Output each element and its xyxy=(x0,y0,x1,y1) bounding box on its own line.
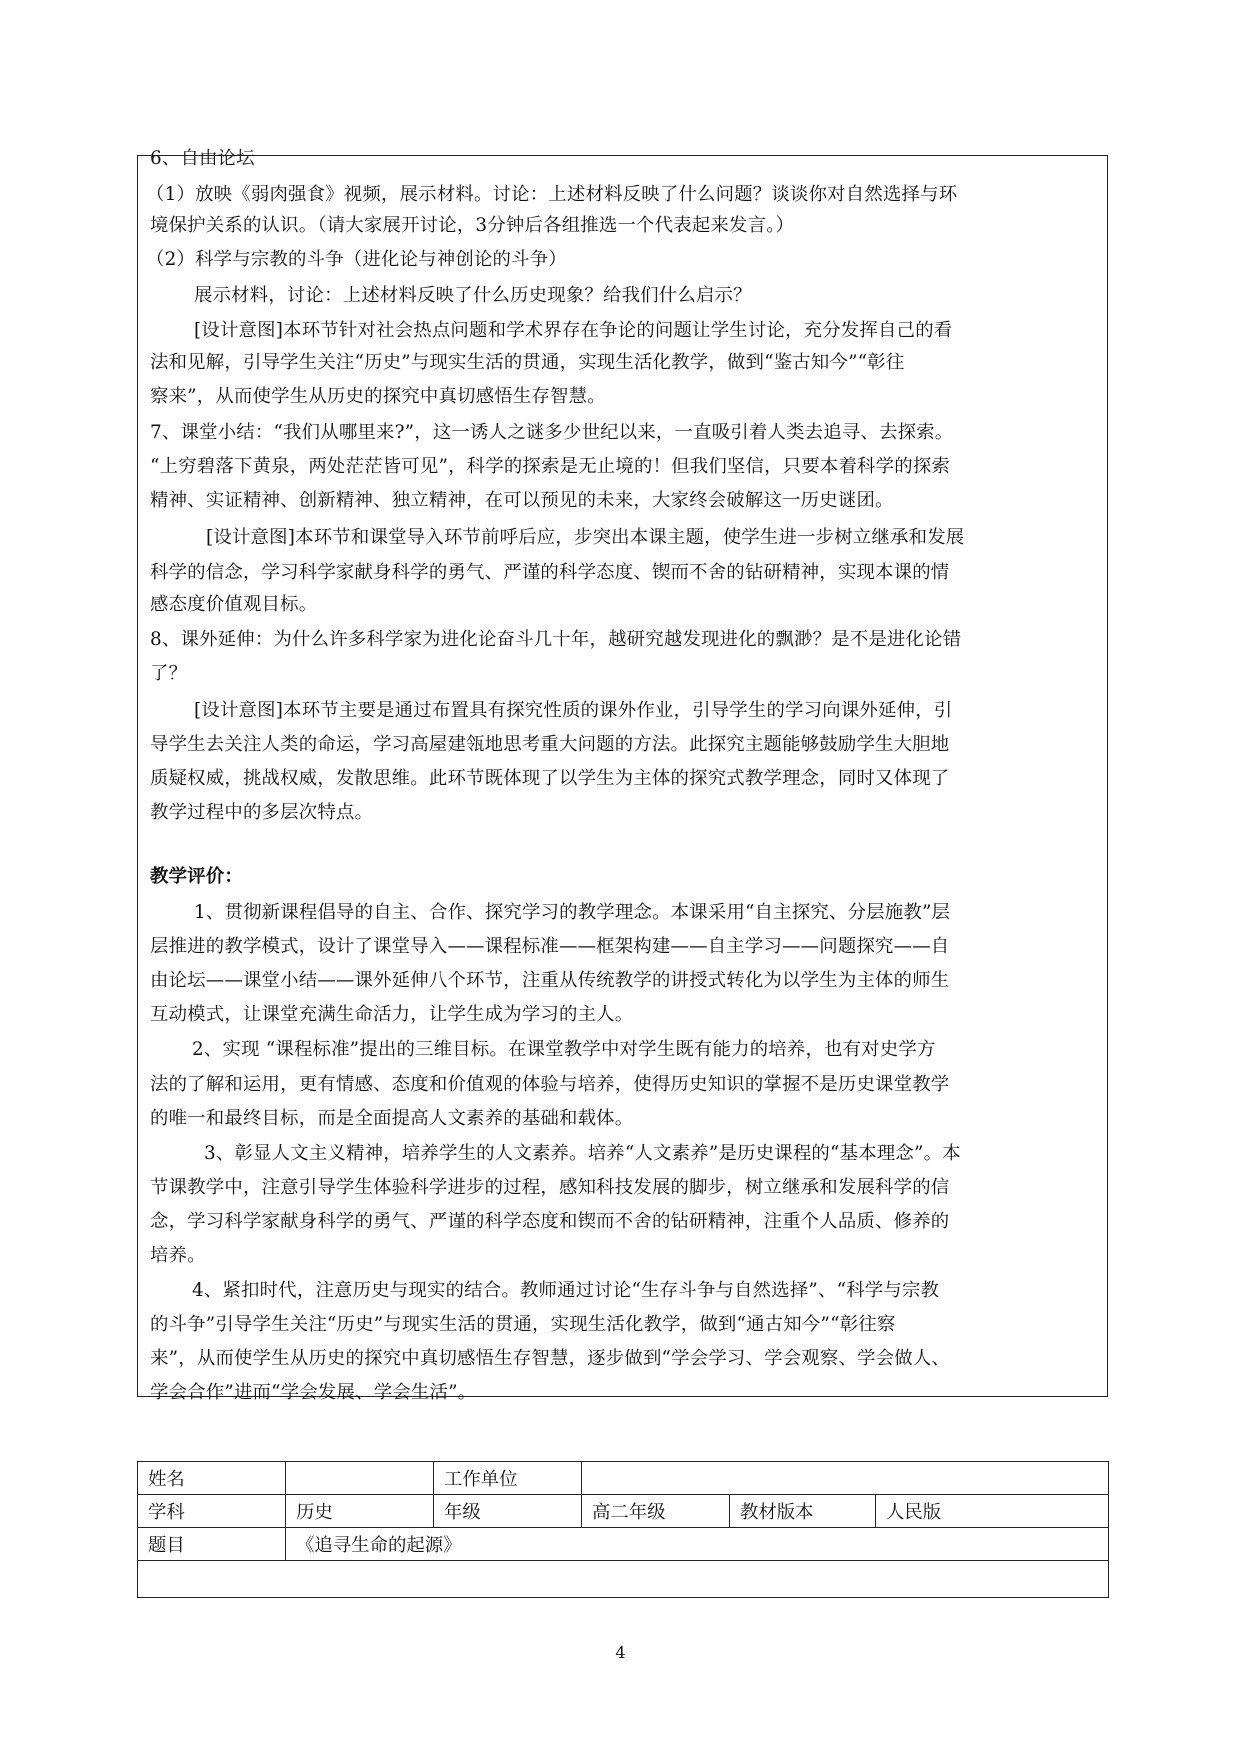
table-row xyxy=(138,1462,1109,1495)
content-line: 科学的信念，学习科学家献身科学的勇气、严谨的科学态度、锲而不舍的钻研精神，实现本课的情 xyxy=(150,562,950,583)
subject-value: 历史 xyxy=(286,1495,434,1528)
content-line: 察来”，从而使学生从历史的探究中真切感悟生存智慧。 xyxy=(150,386,606,407)
work-unit-value xyxy=(582,1462,1109,1495)
textbook-edition-value: 人民版 xyxy=(876,1495,1109,1528)
content-line: 层推进的教学模式，设计了课堂导入——课程标准——框架构建——自主学习——问题探究——自 xyxy=(150,936,950,957)
empty-cell xyxy=(138,1561,1109,1598)
content-line: （1）放映《弱肉强食》视频，展示材料。讨论：上述材料反映了什么问题？谈谈你对自然选择与环 xyxy=(146,184,958,205)
content-line: 节课教学中，注意引导学生体验科学进步的过程，感知科技发展的脚步，树立继承和发展科学的信 xyxy=(150,1177,950,1198)
grade-value: 高二年级 xyxy=(582,1495,730,1528)
content-line: 导学生去关注人类的命运，学习高屋建瓴地思考重大问题的方法。此探究主题能够鼓励学生大胆地 xyxy=(150,734,950,755)
content-line: [设计意图]本环节主要是通过布置具有探究性质的课外作业，引导学生的学习向课外延伸，引 xyxy=(194,700,953,721)
section-heading: 教学评价： xyxy=(150,866,243,887)
content-line: 来”，从而使学生从历史的探究中真切感悟生存智慧，逐步做到“学会学习、学会观察、学会做人、 xyxy=(150,1348,951,1369)
content-line: 法和见解，引导学生关注“历史”与现实生活的贯通，实现生活化教学，做到“鉴古知今”“彰往 xyxy=(150,352,905,373)
name-value xyxy=(286,1462,434,1495)
page-number: 4 xyxy=(615,1643,626,1662)
content-line: 感态度价值观目标。 xyxy=(150,594,318,615)
textbook-edition-label: 教材版本 xyxy=(730,1495,876,1528)
content-line: 培养。 xyxy=(150,1245,206,1266)
content-line: 质疑权威，挑战权威，发散思维。此环节既体现了以学生为主体的探究式教学理念，同时又体现了 xyxy=(150,768,950,789)
content-line: 4、紧扣时代，注意历史与现实的结合。教师通过讨论“生存斗争与自然选择”、“科学与宗教 xyxy=(192,1280,940,1301)
content-line: 1、贯彻新课程倡导的自主、合作、探究学习的教学理念。本课采用“自主探究、分层施教”层 xyxy=(194,902,951,923)
teacher-info-table xyxy=(137,1461,1109,1598)
table-row xyxy=(138,1561,1109,1598)
grade-label: 年级 xyxy=(434,1495,582,1528)
topic-label: 题目 xyxy=(138,1528,286,1561)
content-line: （2）科学与宗教的斗争（进化论与神创论的斗争） xyxy=(146,249,567,270)
work-unit-label: 工作单位 xyxy=(434,1462,582,1495)
content-line: “上穷碧落下黄泉，两处茫茫皆可见”，科学的探索是无止境的！但我们坚信，只要本着科学的探索 xyxy=(150,456,951,477)
content-line: [设计意图]本环节针对社会热点问题和学术界存在争论的问题让学生讨论，充分发挥自己的看 xyxy=(194,320,953,341)
content-line: 了？ xyxy=(150,663,188,684)
content-line: 2、实现 “课程标准”提出的三维目标。在课堂教学中对学生既有能力的培养，也有对史学方 xyxy=(192,1039,936,1060)
content-line: 6、自由论坛 xyxy=(150,148,255,169)
content-line: 互动模式，让课堂充满生命活力，让学生成为学习的主人。 xyxy=(150,1004,634,1025)
content-line: 法的了解和运用，更有情感、态度和价值观的体验与培养，使得历史知识的掌握不是历史课堂教学 xyxy=(150,1074,950,1095)
table-row xyxy=(138,1528,1109,1561)
content-line: 的唯一和最终目标，而是全面提高人文素养的基础和载体。 xyxy=(150,1108,634,1129)
content-line: [设计意图]本环节和课堂导入环节前呼后应，步突出本课主题，使学生进一步树立继承和发展 xyxy=(206,527,965,548)
table-row xyxy=(138,1495,1109,1528)
name-label: 姓名 xyxy=(138,1462,286,1495)
content-line: 教学过程中的多层次特点。 xyxy=(150,802,374,823)
content-line: 的斗争”引导学生关注“历史”与现实生活的贯通，实现生活化教学，做到“通古知今”“彰往察 xyxy=(150,1314,896,1335)
content-line: 由论坛——课堂小结——课外延伸八个环节，注重从传统教学的讲授式转化为以学生为主体的师生 xyxy=(150,970,950,991)
content-line: 境保护关系的认识。（请大家展开讨论，3分钟后各组推选一个代表起来发言。） xyxy=(150,215,795,236)
content-line: 8、课外延伸：为什么许多科学家为进化论奋斗几十年，越研究越发现进化的飘渺？是不是进化论错 xyxy=(150,629,962,650)
content-line: 7、课堂小结：“我们从哪里来?”，这一诱人之谜多少世纪以来，一直吸引着人类去追寻、去探索。 xyxy=(150,422,954,443)
content-line: 展示材料，讨论：上述材料反映了什么历史现象？给我们什么启示？ xyxy=(194,285,752,306)
content-line: 念，学习科学家献身科学的勇气、严谨的科学态度和锲而不舍的钻研精神，注重个人品质、修养的 xyxy=(150,1211,950,1232)
content-line: 精神、实证精神、创新精神、独立精神，在可以预见的未来，大家终会破解这一历史谜团。 xyxy=(150,490,894,511)
content-line: 学会合作”进而“学会发展、学会生活”。 xyxy=(150,1382,477,1403)
subject-label: 学科 xyxy=(138,1495,286,1528)
topic-value: 《追寻生命的起源》 xyxy=(286,1528,1109,1561)
content-line: 3、彰显人文主义精神，培养学生的人文素养。培养“人文素养”是历史课程的“基本理念”。本 xyxy=(204,1143,961,1164)
